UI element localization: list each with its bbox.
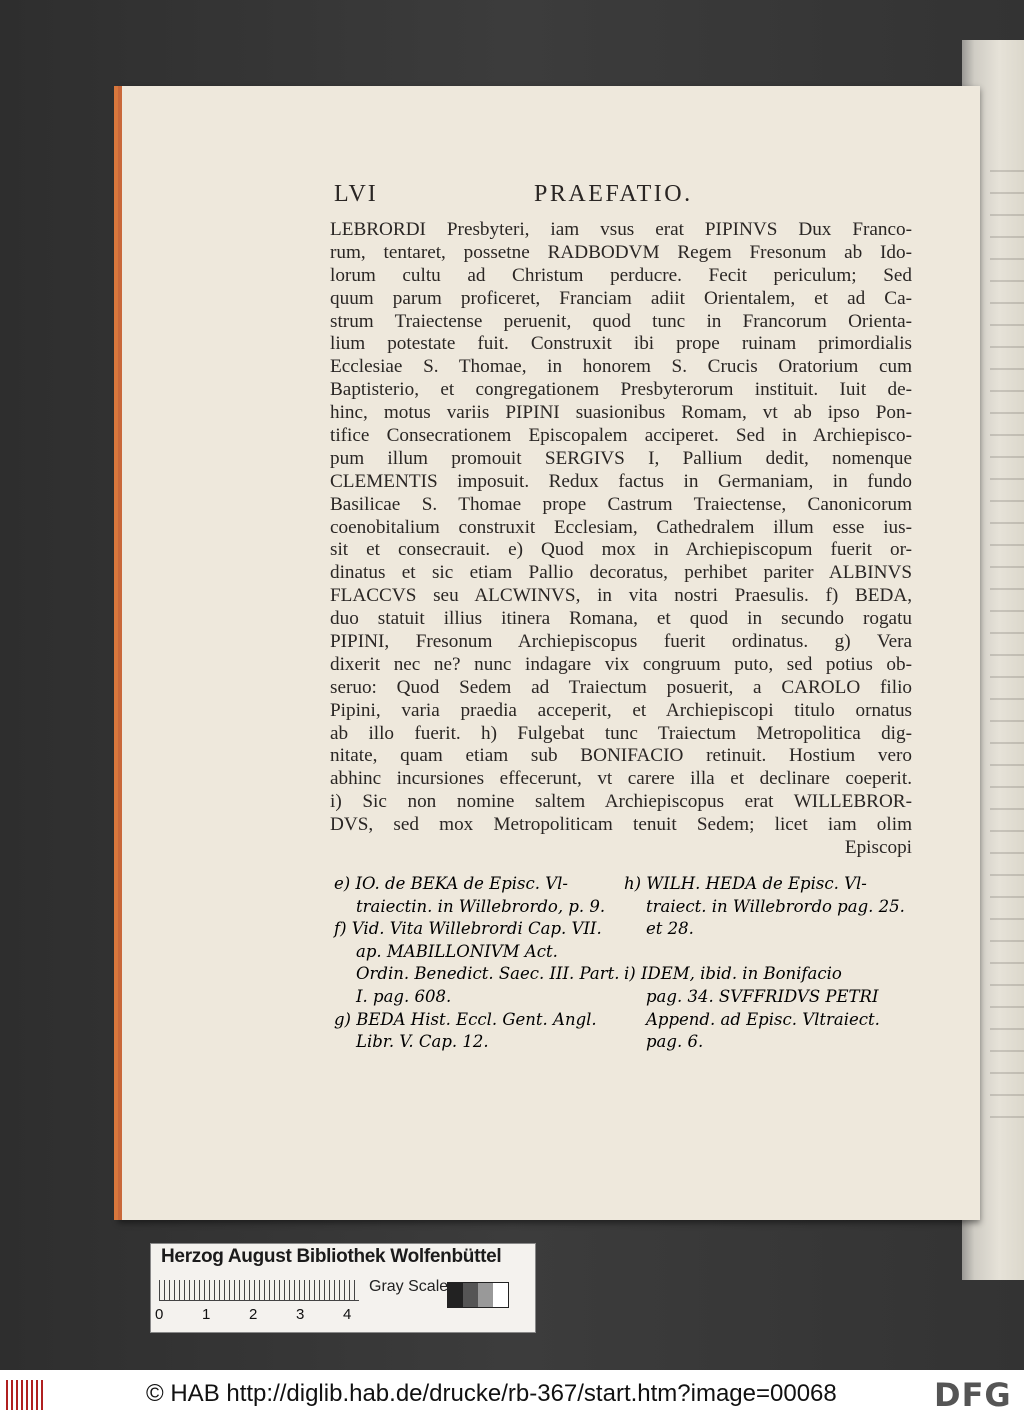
- body-line: seruo: Quod Sedem ad Traiectum posuerit, a CAROLO filio: [330, 676, 912, 698]
- body-line: strum Traiectense peruenit, quod tunc in Francorum Orienta-: [330, 310, 912, 332]
- body-line: dixerit nec ne? nunc indagare vix congruum puto, sed potius ob-: [330, 653, 912, 675]
- gray-swatch: [448, 1283, 463, 1307]
- body-line: Ecclesiae S. Thomae, in honorem S. Crucis Oratorium cum: [330, 356, 912, 378]
- ruler-number: 4: [343, 1306, 352, 1323]
- footnote-line: traiectin. in Willebrordo, p. 9.: [356, 896, 606, 916]
- adjacent-page-text: [990, 170, 1024, 1120]
- body-line: dinatus et sic etiam Pallio decoratus, perhibet pariter ALBINVS: [330, 562, 912, 584]
- body-line: nitate, quam etiam sub BONIFACIO retinuit. Hostium vero: [330, 745, 912, 767]
- body-line: FLACCVS seu ALCWINVS, in vita nostri Praesulis. f) BEDA,: [330, 585, 912, 607]
- body-text: [330, 219, 912, 860]
- page-content: [330, 181, 912, 860]
- footnote-line: [624, 941, 914, 964]
- body-line: PIPINI, Fresonum Archiepiscopus fuerit ordinatus. g) Vera: [330, 631, 912, 653]
- gray-swatch: [463, 1283, 478, 1307]
- gray-swatch: [493, 1283, 508, 1307]
- body-line: sit et consecrauit. e) Quod mox in Archiepiscopum fuerit or-: [330, 539, 912, 561]
- footnote-line: i) IDEM, ibid. in Bonifacio: [624, 964, 842, 984]
- footnote-line: g) BEDA Hist. Eccl. Gent. Angl.: [334, 1009, 597, 1029]
- body-line: pum illum promouit SERGIVS I, Pallium dedit, nomenque: [330, 447, 912, 469]
- ruler-number: 1: [202, 1306, 211, 1323]
- body-line: i) Sic non nomine saltem Archiepiscopus erat WILLEBROR-: [330, 791, 912, 813]
- footnote-line: traiect. in Willebrordo pag. 25.: [646, 896, 905, 916]
- gray-scale-label: Gray Scale: [369, 1278, 449, 1295]
- footnote-line: I. pag. 608.: [356, 986, 452, 1006]
- ruler-scale: [159, 1280, 359, 1301]
- running-title: PRAEFATIO.: [534, 181, 693, 207]
- footnote-line: ap. MABILLONIVM Act.: [356, 941, 558, 961]
- body-line: CLEMENTIS imposuit. Redux factus in Germaniam, in fundo: [330, 470, 912, 492]
- ruler-number: 3: [296, 1306, 305, 1323]
- body-line: coenobitalium construxit Ecclesiam, Cathedralem illum esse ius-: [330, 516, 912, 538]
- footnote-line: Libr. V. Cap. 12.: [356, 1032, 489, 1052]
- body-line: quum parum proficeret, Franciam adiit Orientalem, et ad Ca-: [330, 287, 912, 309]
- ruler-number: 0: [155, 1306, 164, 1323]
- footnote-line: f) Vid. Vita Willebrordi Cap. VII.: [334, 919, 602, 939]
- footer-bar: [0, 1370, 1024, 1419]
- footnotes-left-column: [334, 873, 624, 1054]
- footnote-line: Append. ad Episc. Vltraiect.: [646, 1009, 880, 1029]
- footnote-line: pag. 34. SVFFRIDVS PETRI: [646, 986, 879, 1006]
- book-page: [118, 86, 980, 1220]
- body-line: lorum cultu ad Christum perducre. Fecit periculum; Sed: [330, 264, 912, 286]
- body-line: ab illo fuerit. h) Fulgebat tunc Traiectum Metropolitica dig-: [330, 722, 912, 744]
- body-line: lium potestate fuit. Construxit ibi prope ruinam primordialis: [330, 333, 912, 355]
- body-line: Pipini, varia praedia acceperit, et Archiepiscopi titulo ornatus: [330, 699, 912, 721]
- library-name: Herzog August Bibliothek Wolfenbüttel: [161, 1246, 502, 1267]
- body-line: Baptisterio, et congregationem Presbyterorum instituit. Iuit de-: [330, 379, 912, 401]
- footnote-line: pag. 6.: [646, 1032, 704, 1052]
- gray-scale-bar: [447, 1282, 509, 1308]
- ruler-number: 2: [249, 1306, 258, 1323]
- body-line: hinc, motus variis PIPINI suasionibus Romam, vt ab ipso Pon-: [330, 402, 912, 424]
- body-line: DVS, sed mox Metropoliticam tenuit Sedem; licet iam olim: [330, 814, 912, 836]
- footnote-line: e) IO. de BEKA de Episc. Vl-: [334, 874, 568, 893]
- page-number: LVI: [334, 181, 378, 207]
- gray-swatch: [478, 1283, 493, 1307]
- body-line: duo statuit illius itinera Romana, et quod in secundo rogatu: [330, 608, 912, 630]
- body-line: rum, tentaret, possetne RADBODVM Regem Fresonum ab Ido-: [330, 241, 912, 263]
- footnote-line: et 28.: [646, 919, 694, 939]
- body-line: LEBRORDI Presbyteri, iam vsus erat PIPINVS Dux Franco-: [330, 219, 912, 240]
- body-line: Basilicae S. Thomae prope Castrum Traiectense, Canonicorum: [330, 493, 912, 515]
- body-line: abhinc incursiones effecerunt, vt carere illa et declinare coeperit.: [330, 768, 912, 790]
- body-line: tifice Consecrationem Episcopalem acciperet. Sed in Archiepisco-: [330, 425, 912, 447]
- copyright-url[interactable]: © HAB http://diglib.hab.de/drucke/rb-367/start.htm?image=00068: [146, 1380, 837, 1407]
- footnote-line: Ordin. Benedict. Saec. III. Part.: [356, 964, 620, 984]
- footnotes-right-column: [624, 873, 914, 1054]
- library-card: [150, 1243, 536, 1333]
- hab-logo-icon: [6, 1380, 46, 1410]
- footnote-line: h) WILH. HEDA de Episc. Vl-: [624, 874, 867, 893]
- dfg-logo: DFG: [934, 1376, 1012, 1414]
- running-head: [330, 181, 912, 215]
- catchword: Episcopi: [844, 837, 912, 859]
